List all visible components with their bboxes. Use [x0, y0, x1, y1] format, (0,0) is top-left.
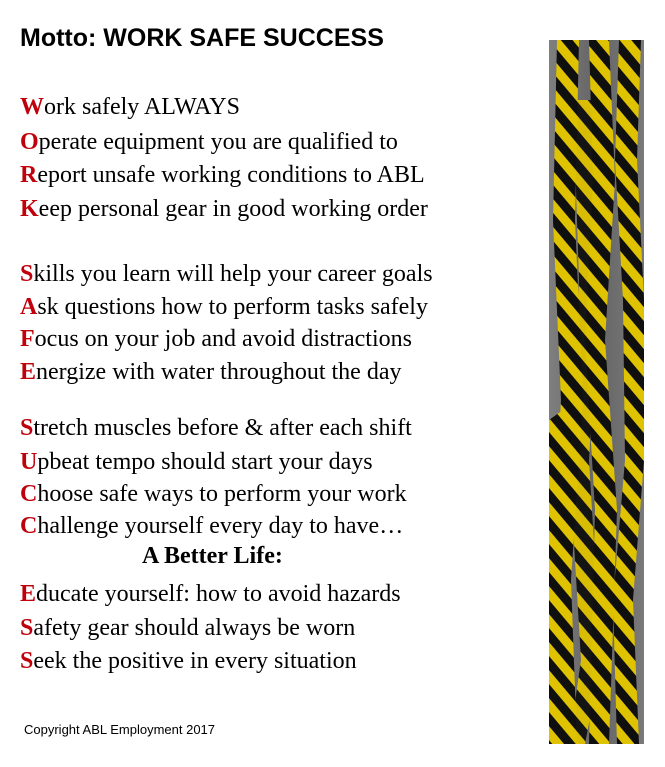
acrostic-line	[20, 128, 398, 156]
acrostic-line	[20, 325, 412, 353]
acrostic-initial: C	[20, 481, 38, 507]
acrostic-line	[20, 414, 412, 442]
acrostic-initial: S	[20, 415, 34, 441]
acrostic-initial: S	[20, 261, 34, 287]
acrostic-initial: O	[20, 129, 39, 155]
acrostic-line	[20, 161, 425, 189]
acrostic-text: hoose safe ways to perform your work	[37, 481, 407, 507]
acrostic-text: sk questions how to perform tasks safely	[37, 294, 428, 320]
page-title: Motto: WORK SAFE SUCCESS	[20, 24, 384, 52]
acrostic-text: ork safely ALWAYS	[44, 94, 240, 120]
acrostic-initial: A	[20, 294, 38, 320]
acrostic-line	[20, 448, 373, 476]
acrostic-line	[20, 512, 403, 540]
acrostic-text: tretch muscles before & after each shift	[33, 415, 412, 441]
acrostic-initial: C	[20, 513, 38, 539]
acrostic-text: ocus on your job and avoid distractions	[34, 326, 412, 352]
acrostic-line	[20, 480, 407, 508]
acrostic-line	[20, 293, 428, 321]
caution-tape-illustration	[549, 40, 644, 744]
acrostic-initial: E	[20, 581, 37, 607]
acrostic-line	[20, 647, 357, 675]
acrostic-initial: U	[20, 449, 38, 475]
acrostic-line	[20, 195, 428, 223]
acrostic-text: perate equipment you are qualified to	[38, 129, 398, 155]
acrostic-text: eport unsafe working conditions to ABL	[37, 162, 425, 188]
acrostic-line	[20, 614, 355, 642]
acrostic-text: kills you learn will help your career goals	[33, 261, 433, 287]
acrostic-initial: R	[20, 162, 38, 188]
acrostic-initial: K	[20, 196, 39, 222]
acrostic-line	[20, 260, 433, 288]
acrostic-initial: S	[20, 615, 34, 641]
acrostic-initial: W	[20, 94, 44, 120]
acrostic-line	[20, 580, 401, 608]
acrostic-text: eep personal gear in good working order	[38, 196, 428, 222]
copyright-notice: Copyright ABL Employment 2017	[24, 722, 216, 737]
acrostic-initial: E	[20, 359, 37, 385]
acrostic-text: ducate yourself: how to avoid hazards	[36, 581, 401, 607]
acrostic-initial: F	[20, 326, 35, 352]
acrostic-text: hallenge yourself every day to have…	[37, 513, 404, 539]
acrostic-initial: S	[20, 648, 34, 674]
caution-tape-image	[549, 40, 644, 744]
acrostic-text: afety gear should always be worn	[33, 615, 356, 641]
acrostic-line	[20, 358, 401, 386]
acrostic-line	[20, 93, 240, 121]
acrostic-text: eek the positive in every situation	[33, 648, 357, 674]
acrostic-text: nergize with water throughout the day	[36, 359, 402, 385]
acrostic-text: pbeat tempo should start your days	[37, 449, 373, 475]
subheading: A Better Life:	[142, 543, 283, 569]
